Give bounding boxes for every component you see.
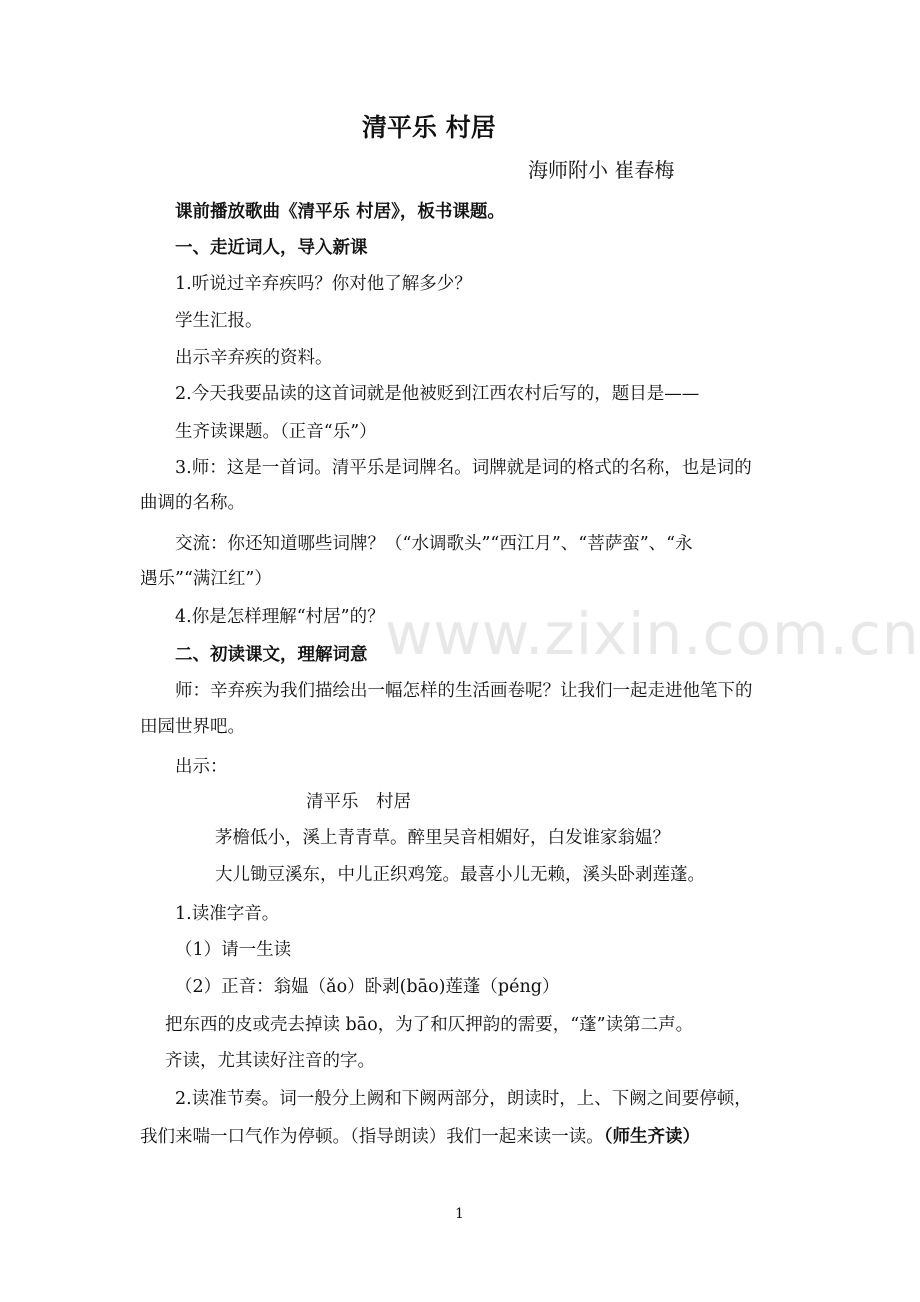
section-heading-1: 一、走近词人，导入新课 bbox=[175, 238, 368, 258]
paragraph-line-last bbox=[140, 1125, 700, 1149]
paragraph-line: 1.读准字音。 bbox=[175, 904, 280, 924]
paragraph-text: 我们来喘一口气作为停顿。（指导朗读）我们一起来读一读。 bbox=[140, 1127, 604, 1147]
page-number: 1 bbox=[455, 1206, 464, 1222]
poem-line: 大儿锄豆溪东，中儿正织鸡笼。最喜小儿无赖，溪头卧剥莲蓬。 bbox=[215, 865, 705, 885]
bold-note: （师生齐读） bbox=[603, 1127, 700, 1147]
paragraph-line: 出示： bbox=[175, 757, 228, 777]
paragraph-line: 齐读，尤其读好注音的字。 bbox=[165, 1051, 375, 1071]
paragraph-line: 4.你是怎样理解“村居”的？ bbox=[175, 607, 385, 627]
paragraph-line: 2.读准节奏。词一般分上阙和下阙两部分，朗读时，上、下阙之间要停顿， bbox=[175, 1089, 752, 1109]
intro-line: 课前播放歌曲《清平乐 村居》，板书课题。 bbox=[175, 202, 505, 222]
paragraph-line: 2.今天我要品读的这首词就是他被贬到江西农村后写的，题目是—— bbox=[175, 384, 700, 404]
document-title: 清平乐 村居 bbox=[362, 113, 496, 142]
paragraph-line: 学生汇报。 bbox=[175, 311, 263, 331]
section-heading-2: 二、初读课文，理解词意 bbox=[175, 645, 368, 665]
paragraph-line: 1.听说过辛弃疾吗？你对他了解多少？ bbox=[175, 274, 472, 294]
paragraph-line: 交流：你还知道哪些词牌？（“水调歌头”“西江月”、“菩萨蛮”、“永 bbox=[175, 534, 693, 554]
paragraph-line: 师：辛弃疾为我们描绘出一幅怎样的生活画卷呢？让我们一起走进他笔下的 bbox=[175, 681, 753, 701]
paragraph-line: 3.师：这是一首词。清平乐是词牌名。词牌就是词的格式的名称，也是词的 bbox=[175, 458, 752, 478]
paragraph-line: 把东西的皮或壳去掉读 bāo，为了和仄押韵的需要，“蓬”读第二声。 bbox=[165, 1015, 694, 1035]
paragraph-line: （1）请一生读 bbox=[175, 940, 292, 960]
paragraph-line: 生齐读课题。（正音“乐”） bbox=[175, 422, 377, 442]
author-line: 海师附小 崔春梅 bbox=[528, 158, 675, 182]
poem-title: 清平乐 村居 bbox=[306, 792, 411, 812]
paragraph-line: 出示辛弃疾的资料。 bbox=[175, 348, 333, 368]
paragraph-line: 遇乐”“满江红”） bbox=[140, 569, 272, 589]
paragraph-line: 田园世界吧。 bbox=[140, 717, 245, 737]
watermark: www.zixin.com.cn bbox=[385, 600, 920, 668]
paragraph-line: （2）正音：翁媪（ǎo）卧剥(bāo)莲蓬（péng） bbox=[175, 977, 560, 997]
poem-line: 茅檐低小，溪上青青草。醉里吴音相媚好，白发谁家翁媪？ bbox=[215, 828, 670, 848]
paragraph-line: 曲调的名称。 bbox=[140, 493, 245, 513]
